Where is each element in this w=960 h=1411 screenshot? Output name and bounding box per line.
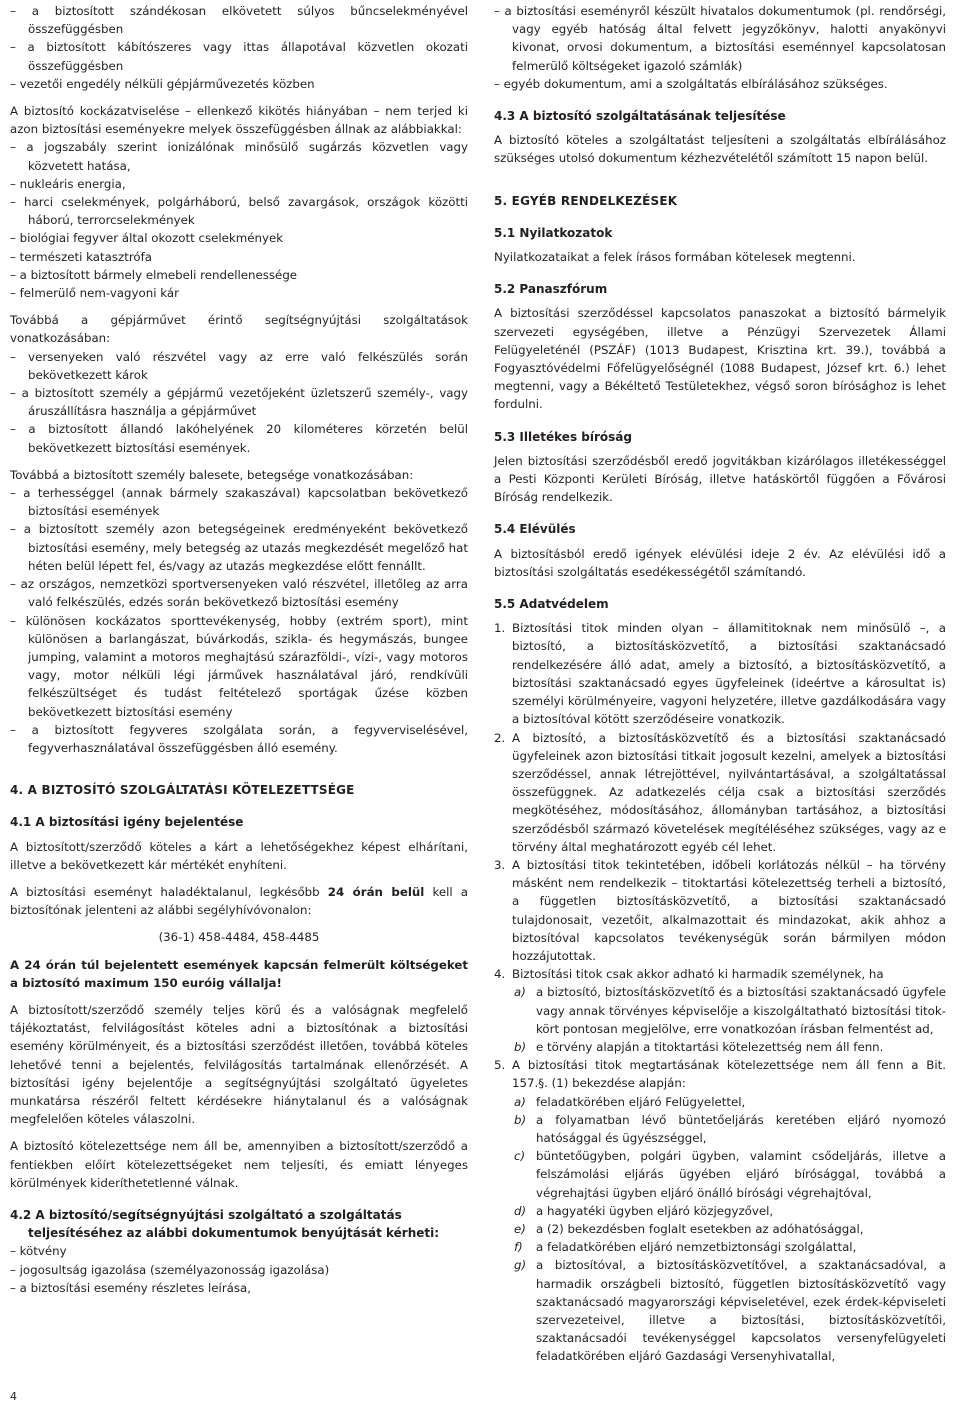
sub-item-mark: g) (514, 1258, 527, 1273)
section-5-1-paragraph: Nyilatkozataikat a felek írásos formában kötelesek megtenni. (494, 250, 856, 265)
sub-item-text: a biztosító, biztosításközvetítő és a biztosítási szaktanácsadó ügyfele vagy annak törvényes képviselője a kiszolgáltatható biztosítási titokkört pontosan megjelölve, erre vonatkozóan írásban felmentést ad, (536, 985, 946, 1036)
exclusion-list-criminal (10, 2, 468, 93)
item-text: A biztosító, a biztosításközvetítő és a biztosítási szaktanácsadó ügyfeleinek azon biztosítási titkait jogosult kezelni, amelyek a biztosítási szerződéssel, annak létrejöttével, nyilvántartásával, a szolgáltatással összefüggnek. Az adatkezelés célja csak a biztosítási szerződés megkötéséhez, módosításához, állományban tartásához, a biztosítási szerződésből származó követelések megítéléséhez szükséges, vagy az e törvény által meghatározott egyéb cél lehet. (512, 730, 946, 854)
heading-line-1: 4.2 A biztosító/segítségnyújtási szolgáltató a szolgáltatás (10, 1207, 402, 1222)
list-item: – a biztosított fegyveres szolgálata során, a fegyverviselésével, fegyverhasználatával összefüggésben álló esemény. (10, 722, 468, 755)
item-text: Biztosítási titok csak akkor adható ki harmadik személynek, ha (512, 967, 884, 982)
sub-item-mark: a) (514, 985, 526, 1000)
sub-list (512, 1093, 946, 1366)
emergency-phone-number: (36-1) 458-4484, 458-4485 (158, 930, 320, 945)
numbered-item (494, 856, 946, 965)
list-item: – a biztosított személy a gépjármű vezetőjeként üzletszerű személy-, vagy áruszállításra használja a gépjárművet (10, 386, 468, 419)
list-item: – egyéb dokumentum, ami a szolgáltatás elbírálásához szükséges. (494, 76, 888, 91)
item-number: 4. (494, 967, 506, 982)
list-item: – az országos, nemzetközi sportversenyeken való részvétel, illetőleg az arra való felkészülés, edzés során bekövetkező biztosítási esemény (10, 577, 468, 610)
risk-exclusion-list (10, 138, 468, 302)
list-item: – a jogszabály szerint ionizálónak minősülő sugárzás közvetlen vagy közvetett hatása, (10, 140, 468, 173)
warning-text: A 24 órán túl bejelentett események kapcsán felmerült költségeket a biztosító maximum 150 euróig vállalja! (10, 957, 468, 990)
sub-item (512, 983, 946, 1038)
sub-item-text: a hagyatéki ügyben eljáró közjegyzővel, (536, 1203, 774, 1218)
sub-item-mark: e) (514, 1221, 526, 1236)
list-item: – a biztosított szándékosan elkövetett súlyos bűncselekményével összefüggésben (10, 4, 468, 37)
required-documents-list-continued (494, 2, 946, 93)
sub-item-text: feladatkörében eljáró Felügyelettel, (536, 1094, 746, 1109)
section-4-3-heading: 4.3 A biztosító szolgáltatásának teljesítése (494, 109, 786, 124)
text-run: A biztosítási eseményt haladéktalanul, legkésőbb (10, 884, 328, 899)
person-intro-paragraph: Továbbá a biztosított személy balesete, betegsége vonatkozásában: (10, 467, 414, 482)
section-5-2-heading: 5.2 Panaszfórum (494, 282, 608, 297)
sub-item-text: e törvény alapján a titoktartási kötelezettség nem áll fenn. (536, 1039, 884, 1054)
sub-item-mark: b) (514, 1039, 527, 1054)
numbered-item (494, 729, 946, 856)
left-column (10, 2, 468, 1297)
list-item: – a biztosított bármely elmebeli rendellenessége (10, 267, 298, 282)
list-item: – biológiai fegyver által okozott cselekmények (10, 231, 284, 246)
list-item: – a biztosított személy azon betegségeinek eredményeként bekövetkező biztosítási esemény, mely betegség az utazás megkezdését megelőző hat héten belül lépett fel, és/vagy az utazás megkezdése előtt fennállt. (10, 522, 468, 573)
sub-list (512, 983, 946, 1056)
sub-item-text: büntetőügyben, polgári ügyben, valamint csődeljárás, illetve a felszámolási eljárás ügyében eljáró bírósággal, továbbá a végrehajtási ügyben eljáró önálló bírósági végrehajtóval, (536, 1149, 946, 1200)
list-item: – harci cselekmények, polgárháború, belső zavargások, országok közötti háború, terrorcselekmények (10, 195, 468, 228)
section-4-1-paragraph-2 (10, 883, 468, 919)
sub-item (512, 1238, 946, 1256)
risk-intro-paragraph: A biztosító kockázatviselése – ellenkező kikötés hiányában – nem terjed ki azon biztosítási eseményekre melyek összefüggésben állnak az alábbiakkal: (10, 104, 468, 137)
sub-item-mark: a) (514, 1094, 526, 1109)
section-4-3-paragraph: A biztosító köteles a szolgáltatást teljesíteni a szolgáltatás elbírálásához szükséges utolsó dokumentum kézhezvételétől számított 15 napon belül. (494, 133, 946, 166)
item-text: A biztosítási titok megtartásának kötelezettsége nem áll fenn a Bit. 157.§. (1) bekezdése alapján: (512, 1058, 946, 1091)
sub-item (512, 1147, 946, 1202)
item-number: 2. (494, 730, 506, 745)
item-text: Biztosítási titok minden olyan – államititoknak nem minősülő –, a biztosító, a biztosításközvetítő, a biztosítási szaktanácsadó rendelkezésére álló adat, amely a biztosító, a biztosításközvetítő, a biztosítási szaktanácsadó egyes ügyfeleinek (ideértve a károsultat is) személyi körülményeire, vagyoni helyzetére, illetve gazdálkodására vagy a biztosítóval kötött szerződéseire vonatkozik. (512, 621, 946, 727)
section-5-4-paragraph: A biztosításból eredő igények elévülési ideje 2 év. Az elévülési idő a biztosítási szolgáltatás esedékességétől számítandó. (494, 546, 946, 579)
text-run: kell a biztosítónak jelenteni az alábbi segélyhívóvonalon: (10, 884, 469, 918)
sub-item (512, 1256, 946, 1365)
right-column (494, 2, 946, 1366)
list-item: – a terhességgel (annak bármely szakaszával) kapcsolatban bekövetkező biztosítási események (10, 486, 468, 519)
sub-item-mark: f) (514, 1240, 523, 1255)
sub-item-text: a (2) bekezdésben foglalt esetekben az adóhatósággal, (536, 1221, 864, 1236)
section-5-3-heading: 5.3 Illetékes bíróság (494, 429, 632, 444)
sub-item-mark: b) (514, 1112, 527, 1127)
sub-item-text: a folyamatban lévő büntetőeljárás keretében eljáró nyomozó hatósággal és ügyészséggel, (536, 1112, 946, 1145)
section-5-3-paragraph: Jelen biztosítási szerződésből eredő jogvitákban kizárólagos illetékességgel a Pesti Központi Kerületi Bíróság, illetve hatáskörtől függően a Fővárosi Bíróság rendelkezik. (494, 453, 946, 505)
data-protection-list (494, 619, 946, 1365)
section-5-1-heading: 5.1 Nyilatkozatok (494, 225, 613, 240)
person-exclusion-list (10, 484, 468, 757)
numbered-item (494, 1056, 946, 1365)
sub-item-text: a feladatkörében eljáró nemzetbiztonsági szolgálattal, (536, 1240, 857, 1255)
deadline-emphasis: 24 órán belül (327, 884, 425, 899)
vehicle-exclusion-list (10, 348, 468, 457)
late-notice-warning (10, 956, 468, 992)
numbered-item (494, 965, 946, 1056)
section-4-heading: 4. A BIZTOSÍTÓ SZOLGÁLTATÁSI KÖTELEZETTSÉGE (10, 783, 355, 798)
list-item: – különösen kockázatos sporttevékenység, hobby (extrém sport), mint különösen a barlangászat, búvárkodás, szikla- és hegymászás, bungee jumping, valamint a motoros meghajtású szárazföldi-, vízi-, vagy motoros vagy, motor nélküli légi járművek használatával járó, rendkívüli felkészültséget és tudást feltételező sportágak űzése közben bekövetkezett biztosítási esemény (10, 613, 468, 719)
page-number: 4 (10, 1390, 17, 1403)
sub-item (512, 1202, 946, 1220)
section-5-5-heading: 5.5 Adatvédelem (494, 597, 609, 612)
section-5-4-heading: 5.4 Elévülés (494, 522, 576, 537)
sub-item-mark: d) (514, 1203, 527, 1218)
list-item: – versenyeken való részvétel vagy az erre való felkészülés során bekövetkezett károk (10, 349, 468, 382)
sub-item (512, 1220, 946, 1238)
section-4-1-heading: 4.1 A biztosítási igény bejelentése (10, 815, 244, 830)
sub-item-mark: c) (514, 1149, 526, 1164)
list-item: – felmerülő nem-vagyoni kár (10, 286, 179, 301)
required-documents-list (10, 1242, 468, 1297)
section-4-1-paragraph-3: A biztosított/szerződő személy teljes körű és a valóságnak megfelelő tájékoztatást, felvilágosítást köteles adni a biztosítónak a biztosítási esemény körülményeit, és a biztosítási szerződést illetően, továbbá köteles lehetővé tenni a bejelentés, felvilágosítás tartalmának ellenőrzését. A biztosítási igény bejelentője a segítségnyújtási szolgáltató ügyeletes munkatársa részéről feltett kérdésekre hiánytalanul és a valóságnak megfelelően köteles válaszolni. (10, 1002, 468, 1127)
list-item: – a biztosított kábítószeres vagy ittas állapotával közvetlen okozati összefüggésben (10, 40, 468, 73)
list-item: – természeti katasztrófa (10, 249, 153, 264)
numbered-item (494, 619, 946, 728)
item-number: 5. (494, 1058, 506, 1073)
list-item: – a biztosított állandó lakóhelyének 20 kilométeres körzetén belül bekövetkezett biztosítási események. (10, 422, 468, 455)
item-text: A biztosítási titok tekintetében, időbeli korlátozás nélkül – ha törvény másként nem rendelkezik – titoktartási kötelezettség terheli a biztosító, a független biztosításközvetítő, a biztosítási szaktanácsadó tulajdonosait, vezetőit, alkalmazottait és mindazokat, akik ahhoz a biztosítóval kapcsolatos tevékenységük során bármilyen módon hozzájutottak. (512, 857, 946, 963)
section-5-2-paragraph: A biztosítási szerződéssel kapcsolatos panaszokat a biztosító bármelyik szervezeti egységében, illetve a Pénzügyi Szervezetek Állami Felügyeleténél (PSZÁF) (1013 Budapest, Krisztina krt. 39.), továbbá a Fogyasztóvédelmi Főfelügyelőségnél (1088 Budapest, József krt. 6.) lehet megtenni, vagy a Békéltető Testületekhez, végső soron bírósághoz is lehet fordulni. (494, 306, 946, 412)
section-5-heading: 5. EGYÉB RENDELKEZÉSEK (494, 193, 678, 208)
list-item: – nukleáris energia, (10, 176, 126, 191)
sub-item (512, 1038, 946, 1056)
list-item: – a biztosítási esemény részletes leírása, (10, 1280, 252, 1295)
item-number: 3. (494, 857, 506, 872)
sub-item (512, 1093, 946, 1111)
section-4-1-paragraph-1: A biztosított/szerződő köteles a kárt a lehetőségekhez képest elhárítani, illetve a bekövetkezett kár mértékét enyhíteni. (10, 839, 468, 872)
section-4-2-heading (10, 1206, 468, 1242)
list-item: – a biztosítási eseményről készült hivatalos dokumentumok (pl. rendőrségi, vagy egyéb hatóság által felvett jegyzőkönyv, halotti anyakönyvi kivonat, orvosi dokumentum, a biztosítási eseménnyel kapcsolatosan felmerülő költségeket igazoló számlák) (494, 4, 946, 73)
list-item: – jogosultság igazolása (személyazonosság igazolása) (10, 1262, 330, 1277)
sub-item (512, 1111, 946, 1147)
section-4-1-paragraph-4: A biztosító kötelezettsége nem áll be, amennyiben a biztosított/szerződő a fentiekben előírt kötelezettségeket nem teljesíti, és emiatt lényeges körülmények kideríthetetlenné válnak. (10, 1139, 468, 1190)
sub-item-text: a biztosítóval, a biztosításközvetítővel, a szaktanácsadóval, a harmadik országbeli biztosító, független biztosításközvetítő vagy szaktanácsadó magyarországi képviseletével, ezek érdek-képviseleti szervezeteivel, illetve a biztosítási, biztosításközvetítői, szaktanácsadói tevékenységgel kapcsolatos versenyfelügyeleti feladatkörében eljáró Gazdasági Versenyhivatallal, (536, 1258, 946, 1364)
list-item: – vezetői engedély nélküli gépjárművezetés közben (10, 76, 315, 91)
vehicle-intro-paragraph: Továbbá a gépjárművet érintő segítségnyújtási szolgáltatások vonatkozásában: (10, 313, 468, 346)
item-number: 1. (494, 621, 506, 636)
heading-line-2: teljesítéséhez az alábbi dokumentumok benyújtását kérheti: (28, 1226, 440, 1241)
list-item: – kötvény (10, 1244, 67, 1259)
